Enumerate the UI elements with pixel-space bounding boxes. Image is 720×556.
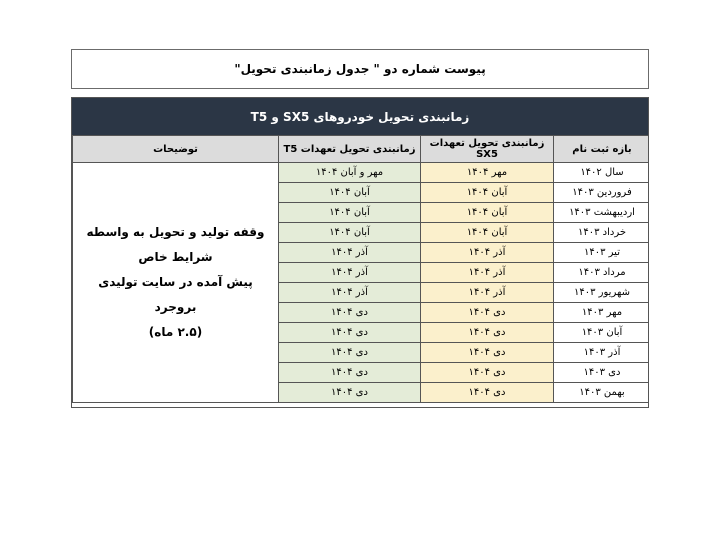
sx5-cell: دی ۱۴۰۴ (421, 303, 554, 323)
header-t5: زمانبندی تحویل تعهدات T5 (279, 136, 421, 163)
t5-cell: دی ۱۴۰۴ (279, 363, 421, 383)
period-cell: شهریور ۱۴۰۳ (554, 283, 650, 303)
schedule-grid (72, 135, 649, 403)
t5-cell: دی ۱۴۰۴ (279, 303, 421, 323)
t5-cell: آذر ۱۴۰۴ (279, 243, 421, 263)
period-cell: تیر ۱۴۰۳ (554, 243, 650, 263)
notes-line-2: پیش آمده در سایت تولیدی بروجرد (98, 275, 253, 314)
header-sx5: زمانبندی تحویل تعهدات SX5 (421, 136, 554, 163)
sx5-cell: آذر ۱۴۰۴ (421, 263, 554, 283)
sx5-cell: آبان ۱۴۰۴ (421, 223, 554, 243)
document-title-text: پیوست شماره دو " جدول زمانبندی تحویل" (234, 62, 486, 76)
sx5-cell: دی ۱۴۰۴ (421, 363, 554, 383)
period-cell: مهر ۱۴۰۳ (554, 303, 650, 323)
header-period: بازه ثبت نام (554, 136, 650, 163)
period-cell: بهمن ۱۴۰۳ (554, 383, 650, 403)
t5-cell: مهر و آبان ۱۴۰۴ (279, 163, 421, 183)
period-cell: فروردین ۱۴۰۳ (554, 183, 650, 203)
t5-cell: آبان ۱۴۰۴ (279, 183, 421, 203)
period-cell: آبان ۱۴۰۳ (554, 323, 650, 343)
table-banner (72, 98, 648, 135)
notes-line-3: (۲.۵ ماه) (148, 325, 203, 339)
period-cell: دی ۱۴۰۳ (554, 363, 650, 383)
t5-cell: دی ۱۴۰۴ (279, 323, 421, 343)
delivery-schedule-table (71, 97, 649, 408)
period-cell: مرداد ۱۴۰۳ (554, 263, 650, 283)
t5-cell: آبان ۱۴۰۴ (279, 223, 421, 243)
period-cell: سال ۱۴۰۲ (554, 163, 650, 183)
t5-cell: دی ۱۴۰۴ (279, 383, 421, 403)
sx5-cell: مهر ۱۴۰۴ (421, 163, 554, 183)
document-title (71, 49, 649, 89)
sx5-cell: آذر ۱۴۰۴ (421, 243, 554, 263)
notes-cell (73, 163, 279, 403)
table-row (73, 163, 650, 183)
table-banner-text: زمانبندی تحویل خودروهای SX5 و T5 (250, 109, 470, 124)
header-row (73, 136, 650, 163)
header-notes: توضیحات (73, 136, 279, 163)
sx5-cell: دی ۱۴۰۴ (421, 383, 554, 403)
t5-cell: آبان ۱۴۰۴ (279, 203, 421, 223)
period-cell: خرداد ۱۴۰۳ (554, 223, 650, 243)
period-cell: آذر ۱۴۰۳ (554, 343, 650, 363)
t5-cell: آذر ۱۴۰۴ (279, 283, 421, 303)
period-cell: اردیبهشت ۱۴۰۳ (554, 203, 650, 223)
t5-cell: آذر ۱۴۰۴ (279, 263, 421, 283)
sx5-cell: آذر ۱۴۰۴ (421, 283, 554, 303)
sx5-cell: دی ۱۴۰۴ (421, 343, 554, 363)
sx5-cell: دی ۱۴۰۴ (421, 323, 554, 343)
sx5-cell: آبان ۱۴۰۴ (421, 183, 554, 203)
t5-cell: دی ۱۴۰۴ (279, 343, 421, 363)
sx5-cell: آبان ۱۴۰۴ (421, 203, 554, 223)
notes-line-1: وقفه تولید و تحویل به واسطه شرایط خاص (86, 225, 265, 264)
